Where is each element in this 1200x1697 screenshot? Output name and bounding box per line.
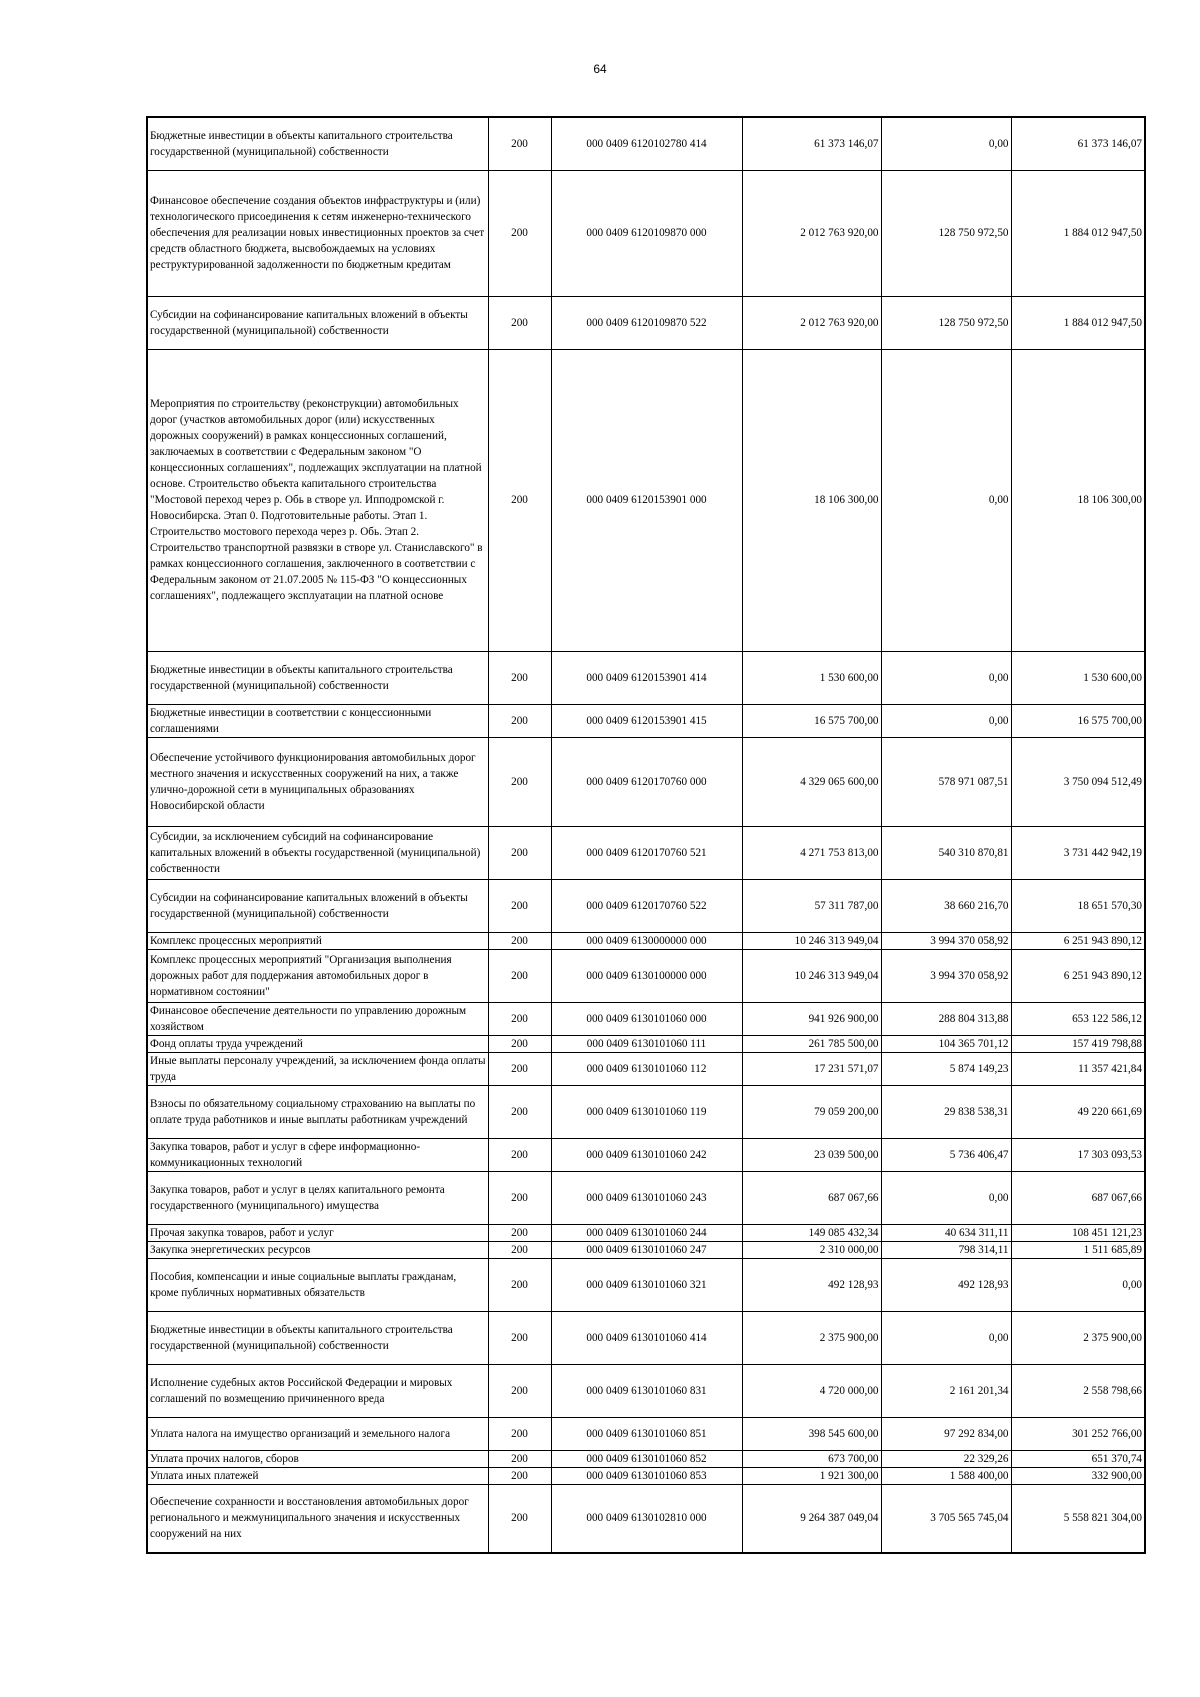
row-unexecuted-amount: 1 530 600,00 bbox=[1011, 651, 1145, 704]
row-unexecuted-amount: 0,00 bbox=[1011, 1258, 1145, 1311]
row-classification-code: 000 0409 6130101060 414 bbox=[551, 1311, 742, 1364]
row-code: 200 bbox=[488, 1311, 551, 1364]
row-name: Бюджетные инвестиции в соответствии с концессионными соглашениями bbox=[147, 704, 488, 737]
row-unexecuted-amount: 301 252 766,00 bbox=[1011, 1417, 1145, 1450]
table-row bbox=[147, 949, 1145, 1002]
row-classification-code: 000 0409 6120153901 415 bbox=[551, 704, 742, 737]
table-row bbox=[147, 1035, 1145, 1052]
row-classification-code: 000 0409 6130000000 000 bbox=[551, 932, 742, 949]
row-executed-amount: 3 994 370 058,92 bbox=[881, 932, 1011, 949]
row-approved-amount: 673 700,00 bbox=[742, 1450, 881, 1467]
row-name: Субсидии на софинансирование капитальных вложений в объекты государственной (муниципальной) собственности bbox=[147, 296, 488, 349]
row-name: Бюджетные инвестиции в объекты капитального строительства государственной (муниципальной) собственности bbox=[147, 651, 488, 704]
row-code: 200 bbox=[488, 296, 551, 349]
row-approved-amount: 4 271 753 813,00 bbox=[742, 826, 881, 879]
row-code: 200 bbox=[488, 1171, 551, 1224]
row-name: Финансовое обеспечение создания объектов инфраструктуры и (или) технологического присоединения к сетям инженерно-технического обеспечения для реализации новых инвестиционных проектов за счет средств областного бюджета, высвобождаемых на условиях реструктурированной задолженности по бюджетным кредитам bbox=[147, 170, 488, 296]
row-classification-code: 000 0409 6120102780 414 bbox=[551, 117, 742, 170]
row-classification-code: 000 0409 6130102810 000 bbox=[551, 1484, 742, 1553]
table-row bbox=[147, 117, 1145, 170]
row-unexecuted-amount: 1 884 012 947,50 bbox=[1011, 296, 1145, 349]
row-code: 200 bbox=[488, 737, 551, 826]
row-classification-code: 000 0409 6120153901 000 bbox=[551, 349, 742, 651]
table-row bbox=[147, 1258, 1145, 1311]
row-name: Пособия, компенсации и иные социальные выплаты гражданам, кроме публичных нормативных обязательств bbox=[147, 1258, 488, 1311]
row-approved-amount: 16 575 700,00 bbox=[742, 704, 881, 737]
row-code: 200 bbox=[488, 1138, 551, 1171]
row-name: Взносы по обязательному социальному страхованию на выплаты по оплате труда работников и иные выплаты работникам учреждений bbox=[147, 1085, 488, 1138]
table-row bbox=[147, 1002, 1145, 1035]
row-unexecuted-amount: 332 900,00 bbox=[1011, 1467, 1145, 1484]
table-row bbox=[147, 1450, 1145, 1467]
row-code: 200 bbox=[488, 704, 551, 737]
table-row bbox=[147, 170, 1145, 296]
row-unexecuted-amount: 1 884 012 947,50 bbox=[1011, 170, 1145, 296]
row-name: Уплата прочих налогов, сборов bbox=[147, 1450, 488, 1467]
table-row bbox=[147, 1138, 1145, 1171]
row-classification-code: 000 0409 6130101060 321 bbox=[551, 1258, 742, 1311]
row-executed-amount: 3 994 370 058,92 bbox=[881, 949, 1011, 1002]
row-approved-amount: 18 106 300,00 bbox=[742, 349, 881, 651]
row-approved-amount: 9 264 387 049,04 bbox=[742, 1484, 881, 1553]
row-approved-amount: 941 926 900,00 bbox=[742, 1002, 881, 1035]
row-executed-amount: 128 750 972,50 bbox=[881, 170, 1011, 296]
row-executed-amount: 3 705 565 745,04 bbox=[881, 1484, 1011, 1553]
table-row bbox=[147, 349, 1145, 651]
row-name: Исполнение судебных актов Российской Федерации и мировых соглашений по возмещению причиненного вреда bbox=[147, 1364, 488, 1417]
row-code: 200 bbox=[488, 932, 551, 949]
row-name: Комплекс процессных мероприятий bbox=[147, 932, 488, 949]
row-name: Уплата иных платежей bbox=[147, 1467, 488, 1484]
row-unexecuted-amount: 651 370,74 bbox=[1011, 1450, 1145, 1467]
row-name: Обеспечение устойчивого функционирования автомобильных дорог местного значения и искусственных сооружений на них, а также улично-дорожной сети в муниципальных образованиях Новосибирской области bbox=[147, 737, 488, 826]
row-code: 200 bbox=[488, 1035, 551, 1052]
row-unexecuted-amount: 18 651 570,30 bbox=[1011, 879, 1145, 932]
row-executed-amount: 0,00 bbox=[881, 651, 1011, 704]
table-row bbox=[147, 1052, 1145, 1085]
row-name: Иные выплаты персоналу учреждений, за исключением фонда оплаты труда bbox=[147, 1052, 488, 1085]
row-approved-amount: 17 231 571,07 bbox=[742, 1052, 881, 1085]
table-row bbox=[147, 1364, 1145, 1417]
table-row bbox=[147, 1417, 1145, 1450]
row-unexecuted-amount: 18 106 300,00 bbox=[1011, 349, 1145, 651]
row-unexecuted-amount: 16 575 700,00 bbox=[1011, 704, 1145, 737]
row-unexecuted-amount: 3 731 442 942,19 bbox=[1011, 826, 1145, 879]
table-row bbox=[147, 826, 1145, 879]
table-row bbox=[147, 704, 1145, 737]
table-body bbox=[147, 117, 1145, 1553]
row-classification-code: 000 0409 6130101060 000 bbox=[551, 1002, 742, 1035]
row-code: 200 bbox=[488, 1241, 551, 1258]
row-approved-amount: 4 720 000,00 bbox=[742, 1364, 881, 1417]
row-name: Прочая закупка товаров, работ и услуг bbox=[147, 1224, 488, 1241]
row-approved-amount: 61 373 146,07 bbox=[742, 117, 881, 170]
row-approved-amount: 2 012 763 920,00 bbox=[742, 170, 881, 296]
row-approved-amount: 1 921 300,00 bbox=[742, 1467, 881, 1484]
row-name: Обеспечение сохранности и восстановления автомобильных дорог регионального и межмуниципального значения и искусственных сооружений на них bbox=[147, 1484, 488, 1553]
row-unexecuted-amount: 2 558 798,66 bbox=[1011, 1364, 1145, 1417]
row-name: Фонд оплаты труда учреждений bbox=[147, 1035, 488, 1052]
row-name: Бюджетные инвестиции в объекты капитального строительства государственной (муниципальной) собственности bbox=[147, 1311, 488, 1364]
row-unexecuted-amount: 61 373 146,07 bbox=[1011, 117, 1145, 170]
table-row bbox=[147, 932, 1145, 949]
row-code: 200 bbox=[488, 1417, 551, 1450]
budget-execution-table bbox=[146, 116, 1146, 1554]
row-executed-amount: 578 971 087,51 bbox=[881, 737, 1011, 826]
row-classification-code: 000 0409 6120109870 522 bbox=[551, 296, 742, 349]
row-classification-code: 000 0409 6120109870 000 bbox=[551, 170, 742, 296]
page-number: 64 bbox=[593, 62, 607, 76]
row-classification-code: 000 0409 6130101060 831 bbox=[551, 1364, 742, 1417]
table-row bbox=[147, 296, 1145, 349]
row-unexecuted-amount: 6 251 943 890,12 bbox=[1011, 932, 1145, 949]
row-code: 200 bbox=[488, 170, 551, 296]
table-row bbox=[147, 737, 1145, 826]
row-classification-code: 000 0409 6130101060 851 bbox=[551, 1417, 742, 1450]
row-classification-code: 000 0409 6130101060 247 bbox=[551, 1241, 742, 1258]
row-code: 200 bbox=[488, 879, 551, 932]
row-approved-amount: 4 329 065 600,00 bbox=[742, 737, 881, 826]
row-unexecuted-amount: 17 303 093,53 bbox=[1011, 1138, 1145, 1171]
table-row bbox=[147, 1085, 1145, 1138]
row-executed-amount: 798 314,11 bbox=[881, 1241, 1011, 1258]
row-executed-amount: 492 128,93 bbox=[881, 1258, 1011, 1311]
row-classification-code: 000 0409 6120170760 000 bbox=[551, 737, 742, 826]
row-executed-amount: 38 660 216,70 bbox=[881, 879, 1011, 932]
row-executed-amount: 0,00 bbox=[881, 1311, 1011, 1364]
row-unexecuted-amount: 3 750 094 512,49 bbox=[1011, 737, 1145, 826]
row-executed-amount: 97 292 834,00 bbox=[881, 1417, 1011, 1450]
row-code: 200 bbox=[488, 117, 551, 170]
row-approved-amount: 149 085 432,34 bbox=[742, 1224, 881, 1241]
row-executed-amount: 0,00 bbox=[881, 704, 1011, 737]
row-name: Закупка товаров, работ и услуг в целях капитального ремонта государственного (муниципального) имущества bbox=[147, 1171, 488, 1224]
row-approved-amount: 79 059 200,00 bbox=[742, 1085, 881, 1138]
row-code: 200 bbox=[488, 1467, 551, 1484]
row-classification-code: 000 0409 6130101060 243 bbox=[551, 1171, 742, 1224]
row-classification-code: 000 0409 6130101060 852 bbox=[551, 1450, 742, 1467]
row-classification-code: 000 0409 6130101060 853 bbox=[551, 1467, 742, 1484]
table-row bbox=[147, 1224, 1145, 1241]
row-code: 200 bbox=[488, 1258, 551, 1311]
table-row bbox=[147, 1467, 1145, 1484]
row-code: 200 bbox=[488, 349, 551, 651]
row-executed-amount: 0,00 bbox=[881, 117, 1011, 170]
row-code: 200 bbox=[488, 949, 551, 1002]
row-code: 200 bbox=[488, 1085, 551, 1138]
row-code: 200 bbox=[488, 1052, 551, 1085]
row-approved-amount: 10 246 313 949,04 bbox=[742, 932, 881, 949]
row-approved-amount: 2 012 763 920,00 bbox=[742, 296, 881, 349]
row-classification-code: 000 0409 6130101060 119 bbox=[551, 1085, 742, 1138]
table-row bbox=[147, 1241, 1145, 1258]
row-executed-amount: 5 736 406,47 bbox=[881, 1138, 1011, 1171]
table-row bbox=[147, 1311, 1145, 1364]
row-executed-amount: 29 838 538,31 bbox=[881, 1085, 1011, 1138]
row-classification-code: 000 0409 6130101060 111 bbox=[551, 1035, 742, 1052]
row-executed-amount: 128 750 972,50 bbox=[881, 296, 1011, 349]
row-name: Уплата налога на имущество организаций и земельного налога bbox=[147, 1417, 488, 1450]
row-executed-amount: 22 329,26 bbox=[881, 1450, 1011, 1467]
table-row bbox=[147, 651, 1145, 704]
row-name: Мероприятия по строительству (реконструкции) автомобильных дорог (участков автомобильных дорог (или) искусственных дорожных сооружений) в рамках концессионных соглашений, заключаемых в соответствии с Федеральным законом "О концессионных соглашениях", подлежащих эксплуатации на платной основе. Строительство объекта капитального строительства "Мостовой переход через р. Обь в створе ул. Ипподромской г. Новосибирска. Этап 0. Подготовительные работы. Этап 1. Строительство мостового перехода через р. Обь. Этап 2. Строительство транспортной развязки в створе ул. Станиславского" в рамках концессионного соглашения, заключенного в соответствии с Федеральным законом от 21.07.2005 № 115-ФЗ "О концессионных соглашениях", подлежащего эксплуатации на платной основе bbox=[147, 349, 488, 651]
row-unexecuted-amount: 11 357 421,84 bbox=[1011, 1052, 1145, 1085]
row-name: Бюджетные инвестиции в объекты капитального строительства государственной (муниципальной) собственности bbox=[147, 117, 488, 170]
row-unexecuted-amount: 687 067,66 bbox=[1011, 1171, 1145, 1224]
row-unexecuted-amount: 5 558 821 304,00 bbox=[1011, 1484, 1145, 1553]
row-approved-amount: 10 246 313 949,04 bbox=[742, 949, 881, 1002]
row-approved-amount: 492 128,93 bbox=[742, 1258, 881, 1311]
row-executed-amount: 40 634 311,11 bbox=[881, 1224, 1011, 1241]
row-classification-code: 000 0409 6130101060 244 bbox=[551, 1224, 742, 1241]
row-unexecuted-amount: 108 451 121,23 bbox=[1011, 1224, 1145, 1241]
table-row bbox=[147, 879, 1145, 932]
row-executed-amount: 2 161 201,34 bbox=[881, 1364, 1011, 1417]
row-code: 200 bbox=[488, 1484, 551, 1553]
row-executed-amount: 288 804 313,88 bbox=[881, 1002, 1011, 1035]
row-executed-amount: 104 365 701,12 bbox=[881, 1035, 1011, 1052]
row-name: Субсидии, за исключением субсидий на софинансирование капитальных вложений в объекты государственной (муниципальной) собственности bbox=[147, 826, 488, 879]
row-unexecuted-amount: 2 375 900,00 bbox=[1011, 1311, 1145, 1364]
row-classification-code: 000 0409 6120153901 414 bbox=[551, 651, 742, 704]
row-approved-amount: 57 311 787,00 bbox=[742, 879, 881, 932]
row-name: Закупка энергетических ресурсов bbox=[147, 1241, 488, 1258]
row-name: Финансовое обеспечение деятельности по управлению дорожным хозяйством bbox=[147, 1002, 488, 1035]
row-name: Закупка товаров, работ и услуг в сфере информационно-коммуникационных технологий bbox=[147, 1138, 488, 1171]
row-code: 200 bbox=[488, 1450, 551, 1467]
row-approved-amount: 261 785 500,00 bbox=[742, 1035, 881, 1052]
row-unexecuted-amount: 6 251 943 890,12 bbox=[1011, 949, 1145, 1002]
row-approved-amount: 23 039 500,00 bbox=[742, 1138, 881, 1171]
row-code: 200 bbox=[488, 1002, 551, 1035]
table-row bbox=[147, 1171, 1145, 1224]
row-approved-amount: 1 530 600,00 bbox=[742, 651, 881, 704]
row-classification-code: 000 0409 6120170760 522 bbox=[551, 879, 742, 932]
row-executed-amount: 1 588 400,00 bbox=[881, 1467, 1011, 1484]
row-code: 200 bbox=[488, 826, 551, 879]
row-code: 200 bbox=[488, 651, 551, 704]
row-executed-amount: 540 310 870,81 bbox=[881, 826, 1011, 879]
row-approved-amount: 398 545 600,00 bbox=[742, 1417, 881, 1450]
row-unexecuted-amount: 157 419 798,88 bbox=[1011, 1035, 1145, 1052]
row-name: Комплекс процессных мероприятий "Организация выполнения дорожных работ для поддержания автомобильных дорог в нормативном состоянии" bbox=[147, 949, 488, 1002]
table-row bbox=[147, 1484, 1145, 1553]
row-classification-code: 000 0409 6130100000 000 bbox=[551, 949, 742, 1002]
row-approved-amount: 2 310 000,00 bbox=[742, 1241, 881, 1258]
row-code: 200 bbox=[488, 1224, 551, 1241]
row-unexecuted-amount: 653 122 586,12 bbox=[1011, 1002, 1145, 1035]
row-classification-code: 000 0409 6120170760 521 bbox=[551, 826, 742, 879]
row-executed-amount: 0,00 bbox=[881, 1171, 1011, 1224]
row-code: 200 bbox=[488, 1364, 551, 1417]
row-unexecuted-amount: 1 511 685,89 bbox=[1011, 1241, 1145, 1258]
row-approved-amount: 687 067,66 bbox=[742, 1171, 881, 1224]
row-classification-code: 000 0409 6130101060 242 bbox=[551, 1138, 742, 1171]
row-unexecuted-amount: 49 220 661,69 bbox=[1011, 1085, 1145, 1138]
row-executed-amount: 0,00 bbox=[881, 349, 1011, 651]
row-name: Субсидии на софинансирование капитальных вложений в объекты государственной (муниципальной) собственности bbox=[147, 879, 488, 932]
row-executed-amount: 5 874 149,23 bbox=[881, 1052, 1011, 1085]
row-approved-amount: 2 375 900,00 bbox=[742, 1311, 881, 1364]
row-classification-code: 000 0409 6130101060 112 bbox=[551, 1052, 742, 1085]
